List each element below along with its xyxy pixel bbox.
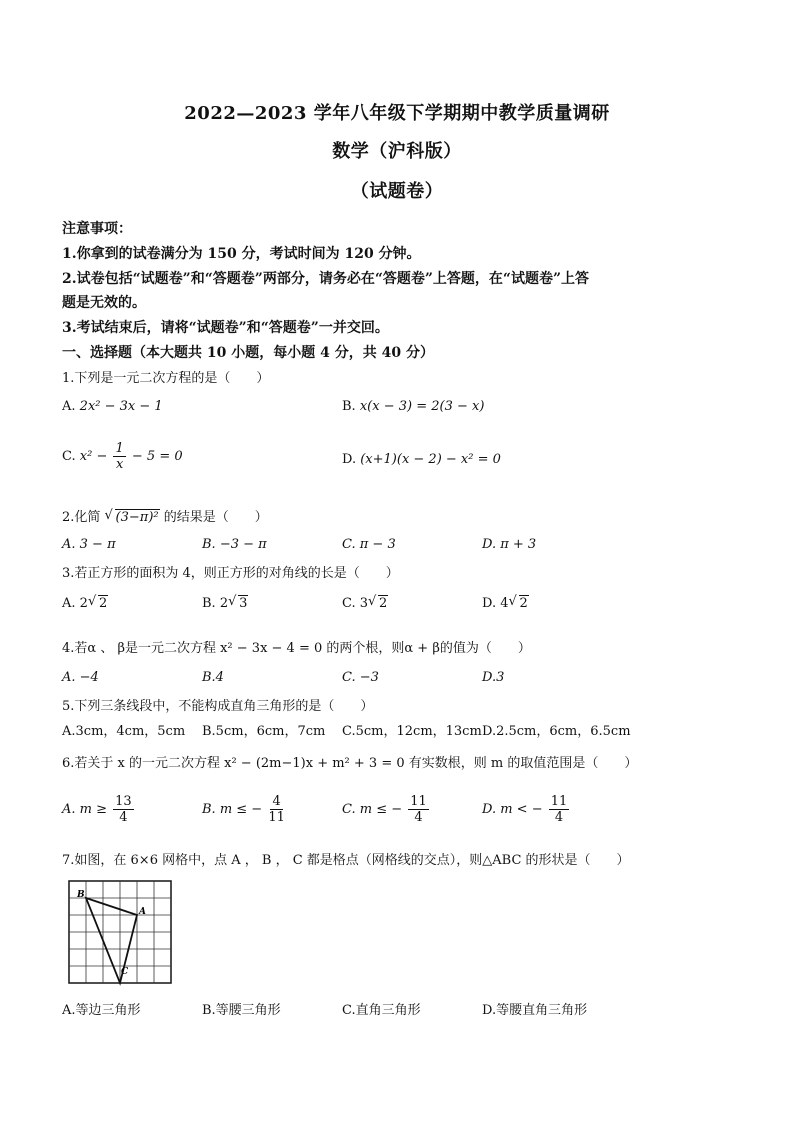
q6-d-num: 11 bbox=[550, 794, 568, 809]
q6-c-num: 11 bbox=[410, 794, 427, 809]
q3-a-pre: A. 2 bbox=[62, 596, 88, 611]
point-a-label: A bbox=[139, 907, 146, 917]
q6-a-pre: A. m ≥ bbox=[62, 802, 108, 817]
q6-b-num: 4 bbox=[272, 794, 281, 809]
q1-option-b[interactable] bbox=[342, 399, 484, 414]
q7-option-b[interactable]: B.等腰三角形 bbox=[202, 1003, 281, 1018]
q2-stem-pre: 2.化简 bbox=[62, 510, 101, 525]
q3-stem: 3.若正方形的面积为 4，则正方形的对角线的长是（ ） bbox=[62, 566, 399, 581]
q3-option-d[interactable] bbox=[482, 596, 529, 611]
q1-c-fraction bbox=[113, 441, 125, 472]
q6-b-pre: B. m ≤ − bbox=[202, 802, 263, 817]
q2-option-d[interactable]: D. π + 3 bbox=[482, 537, 537, 552]
q6-b-fraction bbox=[268, 794, 285, 825]
q1-c-den: x bbox=[115, 457, 124, 472]
note-2b: 题是无效的。 bbox=[62, 295, 146, 311]
q3-option-b[interactable] bbox=[202, 596, 248, 611]
note-1: 1.你拿到的试卷满分为 150 分，考试时间为 120 分钟。 bbox=[62, 246, 421, 262]
q1-b-expr: x(x − 3) = 2(3 − x) bbox=[359, 399, 485, 414]
q2-radical bbox=[105, 510, 160, 525]
note-2a: 2.试卷包括“试题卷”和“答题卷”两部分，请务必在“答题卷”上答题，在“试题卷”上答 bbox=[62, 271, 590, 287]
q4-stem: 4.若α 、 β是一元二次方程 x² − 3x − 4 = 0 的两个根，则α + β的值为（ ） bbox=[62, 641, 531, 656]
q6-c-pre: C. m ≤ − bbox=[342, 802, 403, 817]
q7-option-c[interactable]: C.直角三角形 bbox=[342, 1003, 421, 1018]
exam-subtitle: 数学（沪科版） bbox=[332, 141, 462, 162]
notes-heading: 注意事项： bbox=[62, 221, 132, 237]
q5-option-a[interactable]: A.3cm，4cm，5cm bbox=[62, 724, 186, 739]
q6-option-d[interactable] bbox=[482, 794, 571, 825]
q3-c-radical bbox=[368, 596, 388, 611]
exam-kind: （试题卷） bbox=[350, 181, 444, 202]
section-heading: 一、选择题（本大题共 10 小题，每小题 4 分，共 40 分） bbox=[62, 345, 434, 361]
q4-option-d[interactable]: D.3 bbox=[482, 670, 505, 685]
q6-a-fraction bbox=[113, 794, 134, 825]
grid-figure bbox=[66, 878, 174, 986]
note-3: 3.考试结束后，请将“试题卷”和“答题卷”一并交回。 bbox=[62, 320, 389, 336]
q2-option-c[interactable]: C. π − 3 bbox=[342, 537, 396, 552]
q4-option-a[interactable]: A. −4 bbox=[62, 670, 99, 685]
q3-c-radicand: 2 bbox=[379, 596, 388, 611]
q6-d-fraction bbox=[549, 794, 570, 825]
q3-b-radicand: 3 bbox=[239, 596, 248, 611]
triangle-abc bbox=[86, 898, 137, 983]
q1-option-d[interactable] bbox=[342, 452, 501, 467]
q3-d-radical bbox=[509, 596, 529, 611]
q3-b-radical bbox=[228, 596, 248, 611]
q3-b-pre: B. 2 bbox=[202, 596, 229, 611]
exam-title: 2022—2023 学年八年级下学期期中教学质量调研 bbox=[184, 103, 610, 124]
q6-option-a[interactable] bbox=[62, 794, 136, 825]
q2-radicand: (3−π)² bbox=[115, 510, 159, 525]
q1-c-post: − 5 = 0 bbox=[131, 449, 183, 464]
q1-option-a[interactable] bbox=[62, 399, 163, 414]
q1-b-label: B. bbox=[342, 399, 356, 414]
q7-option-d[interactable]: D.等腰直角三角形 bbox=[482, 1003, 588, 1018]
q1-option-c[interactable] bbox=[62, 441, 183, 472]
q1-d-label: D. bbox=[342, 452, 357, 467]
q3-d-pre: D. 4 bbox=[482, 596, 509, 611]
q3-option-a[interactable] bbox=[62, 596, 108, 611]
q2-stem-post: 的结果是（ ） bbox=[163, 510, 268, 525]
q6-c-den: 4 bbox=[414, 810, 423, 825]
q1-c-label: C. bbox=[62, 449, 76, 464]
q4-option-b[interactable]: B.4 bbox=[202, 670, 224, 685]
q3-d-radicand: 2 bbox=[519, 596, 528, 611]
q4-option-c[interactable]: C. −3 bbox=[342, 670, 379, 685]
q6-b-den: 11 bbox=[268, 810, 285, 825]
q3-a-radical bbox=[88, 596, 108, 611]
q6-option-b[interactable] bbox=[202, 794, 287, 825]
q1-a-expr: 2x² − 3x − 1 bbox=[79, 399, 163, 414]
q6-d-pre: D. m < − bbox=[482, 802, 543, 817]
q1-stem: 1.下列是一元二次方程的是（ ） bbox=[62, 371, 270, 386]
q2-option-a[interactable]: A. 3 − π bbox=[62, 537, 116, 552]
q6-stem: 6.若关于 x 的一元二次方程 x² − (2m−1)x + m² + 3 = 0 有实数根，则 m 的取值范围是（ ） bbox=[62, 756, 638, 771]
q6-a-num: 13 bbox=[115, 794, 132, 809]
q6-c-fraction bbox=[408, 794, 429, 825]
q5-option-c[interactable]: C.5cm，12cm，13cm bbox=[342, 724, 482, 739]
point-b-label: B bbox=[77, 890, 85, 900]
q3-option-c[interactable] bbox=[342, 596, 388, 611]
q5-stem: 5.下列三条线段中，不能构成直角三角形的是（ ） bbox=[62, 699, 374, 714]
q2-stem bbox=[62, 506, 268, 525]
q6-a-den: 4 bbox=[119, 810, 128, 825]
q1-c-num: 1 bbox=[115, 441, 124, 456]
q6-option-c[interactable] bbox=[342, 794, 431, 825]
q3-c-pre: C. 3 bbox=[342, 596, 369, 611]
point-c-label: C bbox=[121, 967, 129, 977]
q6-d-den: 4 bbox=[554, 810, 564, 825]
q3-a-radicand: 2 bbox=[98, 596, 108, 611]
q7-option-a[interactable]: A.等边三角形 bbox=[62, 1003, 141, 1018]
q5-option-b[interactable]: B.5cm，6cm，7cm bbox=[202, 724, 326, 739]
q1-c-pre: x² − bbox=[79, 449, 108, 464]
q1-a-label: A. bbox=[62, 399, 76, 414]
q1-d-expr: (x+1)(x − 2) − x² = 0 bbox=[360, 452, 501, 467]
q2-option-b[interactable]: B. −3 − π bbox=[202, 537, 267, 552]
q5-option-d[interactable]: D.2.5cm，6cm，6.5cm bbox=[482, 724, 631, 739]
q7-stem: 7.如图，在 6×6 网格中，点 A ， B ， C 都是格点（网格线的交点），则△ABC 的形状是（ ） bbox=[62, 853, 630, 868]
